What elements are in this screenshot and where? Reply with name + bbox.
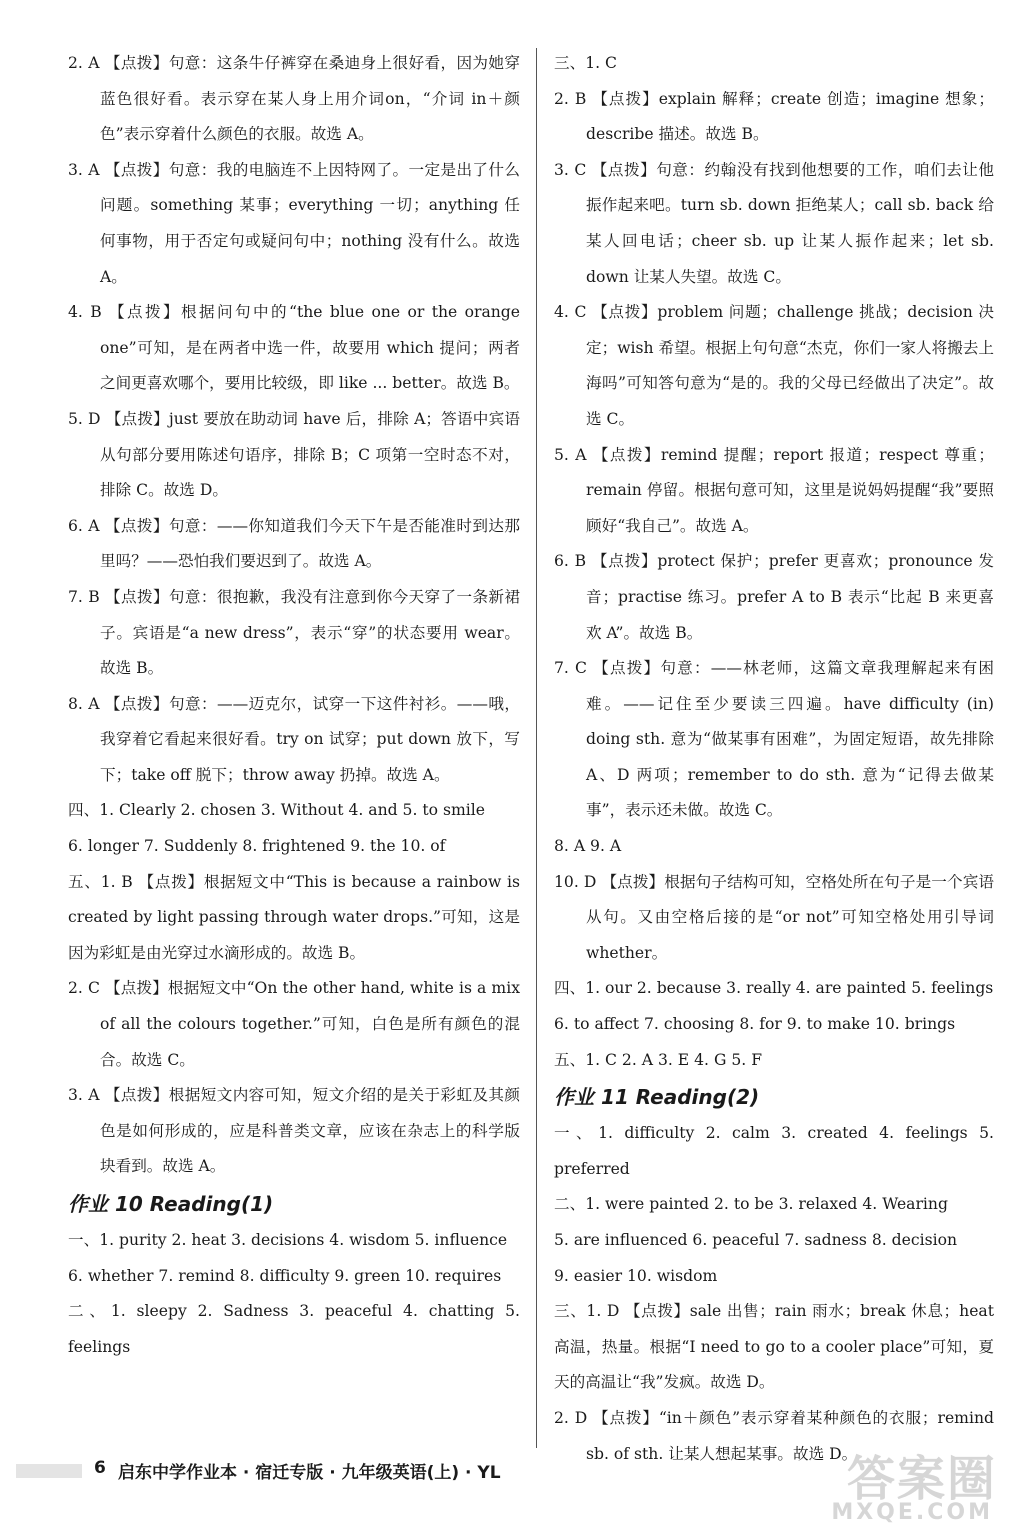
left-column	[68, 46, 520, 1365]
answer-item: 7. C 【点拨】句意：——林老师，这篇文章我理解起来有困难。——记住至少要读三四遍。have difficulty (in) doing sth. 意为“做某事有困难”，为固定短语，故先排除 A、D 两项；remember to do sth. 意为“记得去做某事”，表示还未做。故选 C。	[554, 659, 994, 820]
answer-item: 2. B 【点拨】explain 解释；create 创造；imagine 想象；describe 描述。故选 B。	[554, 89, 994, 144]
answer-item: 5. D 【点拨】just 要放在助动词 have 后，排除 A；答语中宾语从句部分要用陈述句语序，排除 B；C 项第一空时态不对，排除 C。故选 D。	[68, 409, 520, 500]
answer-item: 6. longer 7. Suddenly 8. frightened 9. the 10. of	[68, 837, 446, 856]
answer-item: 6. to affect 7. choosing 8. for 9. to make 10. brings	[554, 1015, 956, 1034]
section-answer: 二、1. were painted 2. to be 3. relaxed 4. Wearing	[554, 1195, 948, 1214]
section-answer: 五、1. C 2. A 3. E 4. G 5. F	[554, 1050, 763, 1069]
section-answer: 四、1. our 2. because 3. really 4. are painted 5. feelings	[554, 979, 994, 998]
answer-item: 3. A 【点拨】根据短文内容可知，短文介绍的是关于彩虹及其颜色是如何形成的，应是科普类文章，应该在杂志上的科学版块看到。故选 A。	[68, 1086, 520, 1176]
section-answer: 一、1. difficulty 2. calm 3. created 4. feelings 5. preferred	[554, 1124, 994, 1178]
right-column	[554, 46, 994, 1472]
answer-item: 6. A 【点拨】句意：——你知道我们今天下午是否能准时到达那里吗？——恐怕我们要迟到了。故选 A。	[68, 516, 520, 571]
section-answer: 三、1. C	[554, 54, 617, 72]
answer-item: 2. C 【点拨】根据短文中“On the other hand, white is a mix of all the colours together.”可知，白色是所有颜色的混合。故选 C。	[68, 979, 520, 1069]
section-answer: 二、1. sleepy 2. Sadness 3. peaceful 4. chatting 5. feelings	[68, 1302, 520, 1356]
answer-item: 5. A 【点拨】remind 提醒；report 报道；respect 尊重；remain 停留。根据句意可知，这里是说妈妈提醒“我”要照顾好“我自己”。故选 A。	[554, 445, 994, 535]
answer-item: 8. A 9. A	[554, 837, 622, 856]
answer-item: 9. easier 10. wisdom	[554, 1266, 718, 1285]
answer-item: 8. A 【点拨】句意：——迈克尔，试穿一下这件衬衫。——哦，我穿着它看起来很好看。try on 试穿；put down 放下，写下；take off 脱下；throw away 扔掉。故选 A。	[68, 694, 520, 784]
footer-title: 启东中学作业本 · 宿迁专版 · 九年级英语(上) · YL	[118, 1463, 501, 1483]
answer-item: 7. B 【点拨】句意：很抱歉，我没有注意到你今天穿了一条新裙子。宾语是“a new dress”，表示“穿”的状态要用 wear。故选 B。	[68, 587, 520, 678]
section-answer: 一、1. purity 2. heat 3. decisions 4. wisdom 5. influence	[68, 1231, 508, 1249]
section-heading: 作业 10 Reading(1)	[68, 1192, 274, 1216]
watermark-main: 答案圈	[846, 1451, 997, 1507]
answer-item: 3. C 【点拨】句意：约翰没有找到他想要的工作，咱们去让他振作起来吧。turn sb. down 拒绝某人；call sb. back 给某人回电话；cheer sb. up 让某人振作起来；let sb. down 让某人失望。故选 C。	[554, 160, 994, 286]
footer-bar	[16, 1464, 82, 1478]
section-heading: 作业 11 Reading(2)	[554, 1085, 760, 1110]
section-answer: 四、1. Clearly 2. chosen 3. Without 4. and 5. to smile	[68, 801, 485, 820]
section-answer: 三、1. D 【点拨】sale 出售；rain 雨水；break 休息；heat 高温，热量。根据“I need to go to a cooler place”可知，夏天的高温让“我”发疯。故选 D。	[554, 1302, 994, 1392]
answer-item: 4. B 【点拨】根据问句中的“the blue one or the orange one”可知，是在两者中选一件，故要用 which 提问；两者之间更喜欢哪个，要用比较级，即 like ... better。故选 B。	[68, 303, 520, 393]
answer-item: 10. D 【点拨】根据句子结构可知，空格处所在句子是一个宾语从句。又由空格后接的是“or not”可知空格处用引导词 whether。	[554, 872, 994, 962]
answer-item: 2. A 【点拨】句意：这条牛仔裤穿在桑迪身上很好看，因为她穿蓝色很好看。表示穿在某人身上用介词on，“介词 in＋颜色”表示穿着什么颜色的衣服。故选 A。	[68, 54, 520, 144]
answer-item: 2. D 【点拨】“in＋颜色”表示穿着某种颜色的衣服；remind sb. of sth. 让某人想起某事。故选 D。	[554, 1408, 994, 1463]
page-number: 6	[94, 1458, 106, 1478]
answer-item: 6. B 【点拨】protect 保护；prefer 更喜欢；pronounce 发音；practise 练习。prefer A to B 表示“比起 B 来更喜欢 A”。故选 B。	[554, 552, 994, 642]
section-answer: 五、1. B 【点拨】根据短文中“This is because a rainbow is created by light passing through water drops.”可知，这是因为彩虹是由光穿过水滴形成的。故选 B。	[68, 872, 520, 962]
answer-item: 4. C 【点拨】problem 问题；challenge 挑战；decision 决定；wish 希望。根据上句句意“杰克，你们一家人将搬去上海吗”可知答句意为“是的。我的父母已经做出了决定”。故选 C。	[554, 303, 994, 428]
watermark-logo	[833, 1440, 1003, 1532]
answer-item: 3. A 【点拨】句意：我的电脑连不上因特网了。一定是出了什么问题。something 某事；everything 一切；anything 任何事物，用于否定句或疑问句中；nothing 没有什么。故选 A。	[68, 160, 520, 286]
answer-item: 5. are influenced 6. peaceful 7. sadness 8. decision	[554, 1231, 958, 1249]
answer-item: 6. whether 7. remind 8. difficulty 9. green 10. requires	[68, 1266, 502, 1285]
column-divider	[536, 48, 537, 1448]
watermark-sub: MXQE.COM	[831, 1500, 993, 1525]
